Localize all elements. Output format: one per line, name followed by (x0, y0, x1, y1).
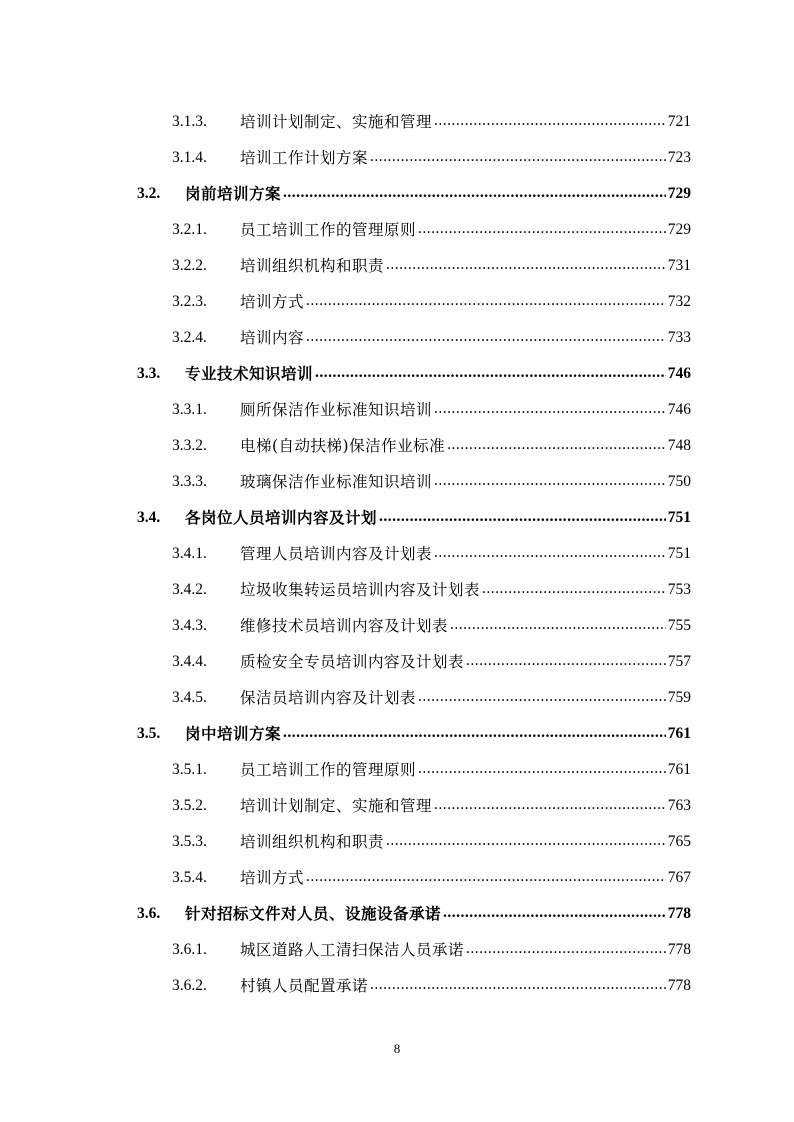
toc-subsection-entry[interactable] (172, 648, 691, 672)
toc-dot-leader (434, 471, 666, 492)
toc-dot-leader (315, 363, 666, 384)
toc-entry-title: 维修技术员培训内容及计划表 (240, 617, 449, 635)
toc-entry-page: 767 (667, 869, 691, 886)
toc-entry-title: 保洁员培训内容及计划表 (240, 689, 417, 707)
toc-entry-title: 管理人员培训内容及计划表 (240, 545, 433, 563)
toc-subsection-entry[interactable] (172, 792, 691, 816)
toc-entry-title: 岗中培训方案 (185, 724, 282, 743)
toc-entry-number: 3.5.2. (172, 797, 207, 814)
toc-entry-page: 723 (667, 149, 691, 166)
toc-entry-page: 753 (667, 581, 691, 598)
toc-entry-number: 3.3.1. (172, 401, 207, 418)
toc-section-entry[interactable] (137, 180, 691, 204)
toc-section-entry[interactable] (137, 504, 691, 528)
toc-entry-title: 岗前培训方案 (185, 184, 282, 203)
toc-entry-number: 3.3. (137, 365, 161, 382)
toc-entry-page: 757 (667, 653, 691, 670)
toc-entry-number: 3.2.4. (172, 329, 207, 346)
toc-entry-page: 750 (667, 473, 691, 490)
toc-entry-number: 3.4.1. (172, 545, 207, 562)
toc-dot-leader (418, 219, 666, 240)
toc-entry-title: 培训方式 (240, 293, 305, 311)
toc-dot-leader (379, 507, 666, 528)
toc-entry-page: 748 (667, 437, 691, 454)
toc-dot-leader (283, 723, 666, 744)
toc-entry-page: 746 (667, 401, 691, 418)
toc-entry-number: 3.4.4. (172, 653, 207, 670)
toc-entry-page: 755 (667, 617, 691, 634)
toc-entry-page: 729 (667, 185, 691, 202)
toc-entry-title: 城区道路人工清扫保洁人员承诺 (240, 941, 465, 959)
toc-entry-number: 3.1.4. (172, 149, 207, 166)
toc-entry-title: 专业技术知识培训 (185, 364, 314, 383)
toc-section-entry[interactable] (137, 900, 691, 924)
toc-subsection-entry[interactable] (172, 756, 691, 780)
toc-subsection-entry[interactable] (172, 396, 691, 420)
toc-entry-page: 732 (667, 293, 691, 310)
toc-entry-title: 员工培训工作的管理原则 (240, 761, 417, 779)
toc-entry-number: 3.3.2. (172, 437, 207, 454)
toc-subsection-entry[interactable] (172, 324, 691, 348)
toc-dot-leader (450, 615, 666, 636)
toc-entry-page: 733 (667, 329, 691, 346)
toc-subsection-entry[interactable] (172, 468, 691, 492)
toc-dot-leader (466, 651, 666, 672)
toc-entry-number: 3.2.3. (172, 293, 207, 310)
toc-entry-number: 3.4.2. (172, 581, 207, 598)
toc-dot-leader (370, 147, 666, 168)
page-number: 8 (393, 1041, 401, 1056)
toc-entry-number: 3.3.3. (172, 473, 207, 490)
toc-dot-leader (283, 183, 666, 204)
toc-subsection-entry[interactable] (172, 216, 691, 240)
toc-entry-title: 培训内容 (240, 329, 305, 347)
toc-entry-number: 3.5.1. (172, 761, 207, 778)
toc-entry-page: 729 (667, 221, 691, 238)
toc-entry-page: 778 (667, 977, 691, 994)
toc-entry-page: 778 (667, 941, 691, 958)
toc-entry-title: 玻璃保洁作业标准知识培训 (240, 473, 433, 491)
toc-subsection-entry[interactable] (172, 972, 691, 996)
toc-entry-page: 746 (667, 365, 691, 382)
toc-entry-page: 759 (667, 689, 691, 706)
toc-entry-page: 765 (667, 833, 691, 850)
toc-entry-number: 3.4.3. (172, 617, 207, 634)
toc-dot-leader (306, 867, 666, 888)
toc-dot-leader (386, 831, 666, 852)
toc-dot-leader (434, 399, 666, 420)
toc-section-entry[interactable] (137, 720, 691, 744)
toc-entry-title: 培训计划制定、实施和管理 (240, 113, 433, 131)
toc-dot-leader (418, 759, 666, 780)
toc-entry-page: 751 (667, 509, 691, 526)
toc-entry-number: 3.2. (137, 185, 161, 202)
toc-dot-leader (434, 543, 666, 564)
toc-entry-title: 质检安全专员培训内容及计划表 (240, 653, 465, 671)
toc-subsection-entry[interactable] (172, 108, 691, 132)
toc-entry-page: 721 (667, 113, 691, 130)
toc-subsection-entry[interactable] (172, 828, 691, 852)
toc-subsection-entry[interactable] (172, 936, 691, 960)
toc-entry-number: 3.1.3. (172, 113, 207, 130)
toc-entry-number: 3.2.2. (172, 257, 207, 274)
toc-subsection-entry[interactable] (172, 612, 691, 636)
toc-subsection-entry[interactable] (172, 252, 691, 276)
toc-entry-number: 3.4.5. (172, 689, 207, 706)
toc-entry-title: 针对招标文件对人员、设施设备承诺 (185, 904, 442, 923)
toc-entry-title: 培训方式 (240, 869, 305, 887)
toc-dot-leader (306, 291, 666, 312)
toc-entry-title: 培训组织机构和职责 (240, 257, 385, 275)
toc-entry-title: 培训组织机构和职责 (240, 833, 385, 851)
toc-entry-page: 778 (667, 905, 691, 922)
toc-subsection-entry[interactable] (172, 684, 691, 708)
toc-entry-number: 3.6.2. (172, 977, 207, 994)
toc-subsection-entry[interactable] (172, 864, 691, 888)
toc-entry-number: 3.5. (137, 725, 161, 742)
toc-entry-page: 731 (667, 257, 691, 274)
toc-entry-title: 培训工作计划方案 (240, 149, 369, 167)
toc-entry-page: 751 (667, 545, 691, 562)
toc-subsection-entry[interactable] (172, 288, 691, 312)
toc-entry-number: 3.2.1. (172, 221, 207, 238)
toc-subsection-entry[interactable] (172, 540, 691, 564)
toc-dot-leader (370, 975, 666, 996)
toc-dot-leader (434, 795, 666, 816)
toc-dot-leader (443, 903, 666, 924)
toc-entry-page: 761 (667, 725, 691, 742)
toc-entry-title: 厕所保洁作业标准知识培训 (240, 401, 433, 419)
toc-entry-number: 3.5.3. (172, 833, 207, 850)
toc-entry-number: 3.6.1. (172, 941, 207, 958)
toc-dot-leader (386, 255, 666, 276)
toc-subsection-entry[interactable] (172, 576, 691, 600)
toc-subsection-entry[interactable] (172, 144, 691, 168)
toc-dot-leader (447, 435, 666, 456)
toc-entry-number: 3.4. (137, 509, 161, 526)
toc-entry-title: 各岗位人员培训内容及计划 (185, 508, 378, 527)
toc-entry-page: 761 (667, 761, 691, 778)
toc-entry-title: 村镇人员配置承诺 (240, 977, 369, 995)
toc-dot-leader (306, 327, 666, 348)
toc-entry-title: 培训计划制定、实施和管理 (240, 797, 433, 815)
toc-entry-page: 763 (667, 797, 691, 814)
toc-dot-leader (482, 579, 666, 600)
toc-entry-number: 3.5.4. (172, 869, 207, 886)
toc-entry-title: 员工培训工作的管理原则 (240, 221, 417, 239)
toc-dot-leader (466, 939, 666, 960)
toc-dot-leader (434, 111, 666, 132)
toc-dot-leader (418, 687, 666, 708)
toc-subsection-entry[interactable] (172, 432, 691, 456)
toc-entry-number: 3.6. (137, 905, 161, 922)
toc-entry-title: 垃圾收集转运员培训内容及计划表 (240, 581, 481, 599)
toc-section-entry[interactable] (137, 360, 691, 384)
toc-entry-title: 电梯(自动扶梯)保洁作业标准 (240, 437, 446, 455)
